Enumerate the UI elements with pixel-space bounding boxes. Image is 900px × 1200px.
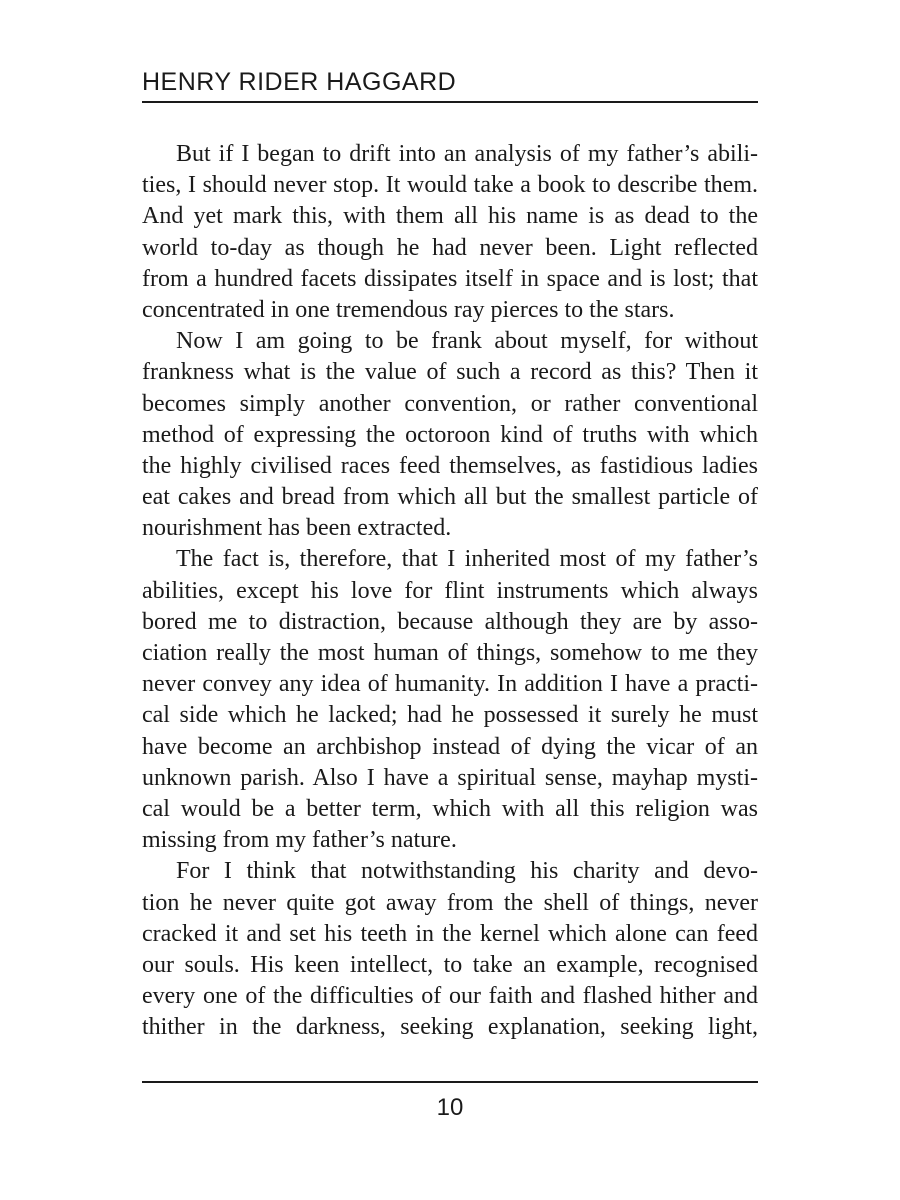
text-line: But if I began to drift into an analysis of my father’s abili- xyxy=(176,141,758,167)
text-line: bored me to distraction, because although they are by asso- xyxy=(142,608,758,635)
text-line: nourishment has been extracted. xyxy=(142,515,452,542)
header-rule xyxy=(142,101,758,103)
text-line: The fact is, therefore, that I inherited most of my father’s xyxy=(176,546,758,573)
running-head: HENRY RIDER HAGGARD xyxy=(142,68,457,96)
text-line: have become an archbishop instead of dying the vicar of an xyxy=(142,733,758,760)
text-line: every one of the difficulties of our faith and flashed hither and xyxy=(142,983,758,1010)
text-line: method of expressing the octoroon kind of truths with which xyxy=(142,421,758,448)
text-line: And yet mark this, with them all his name is as dead to the xyxy=(142,203,758,230)
text-line: becomes simply another convention, or rather conventional xyxy=(142,390,758,417)
text-line: our souls. His keen intellect, to take an example, recognised xyxy=(142,951,758,978)
page-number: 10 xyxy=(436,1094,464,1121)
paragraph xyxy=(142,856,758,1043)
text-line: unknown parish. Also I have a spiritual sense, mayhap mysti- xyxy=(142,764,758,791)
text-line: concentrated in one tremendous ray pierces to the stars. xyxy=(142,296,675,323)
text-line: the highly civilised races feed themselves, as fastidious ladies xyxy=(142,452,758,479)
text-line: world to-day as though he had never been. Light reflected xyxy=(142,234,758,261)
paragraph xyxy=(142,544,758,856)
paragraph xyxy=(142,139,758,326)
text-line: tion he never quite got away from the shell of things, never xyxy=(142,889,758,916)
paragraph xyxy=(142,326,758,544)
text-line: ties, I should never stop. It would take a book to describe them. xyxy=(142,172,758,199)
text-line: abilities, except his love for flint instruments which always xyxy=(142,577,758,604)
text-line: Now I am going to be frank about myself, for without xyxy=(176,328,758,355)
body-text xyxy=(142,139,758,1043)
text-line: never convey any idea of humanity. In addition I have a practi- xyxy=(142,671,758,698)
text-line: cracked it and set his teeth in the kernel which alone can feed xyxy=(142,920,758,947)
footer-rule xyxy=(142,1081,758,1083)
text-line: For I think that notwithstanding his charity and devo- xyxy=(176,858,758,885)
text-line: from a hundred facets dissipates itself in space and is lost; that xyxy=(142,265,758,292)
text-line: eat cakes and bread from which all but the smallest particle of xyxy=(142,484,758,511)
text-line: ciation really the most human of things, somehow to me they xyxy=(142,640,758,666)
text-line: thither in the darkness, seeking explanation, seeking light, xyxy=(142,1014,758,1041)
text-line: cal would be a better term, which with all this religion was xyxy=(142,795,758,822)
text-line: missing from my father’s nature. xyxy=(142,827,457,854)
text-line: frankness what is the value of such a record as this? Then it xyxy=(142,359,758,386)
text-line: cal side which he lacked; had he possessed it surely he must xyxy=(142,702,758,729)
